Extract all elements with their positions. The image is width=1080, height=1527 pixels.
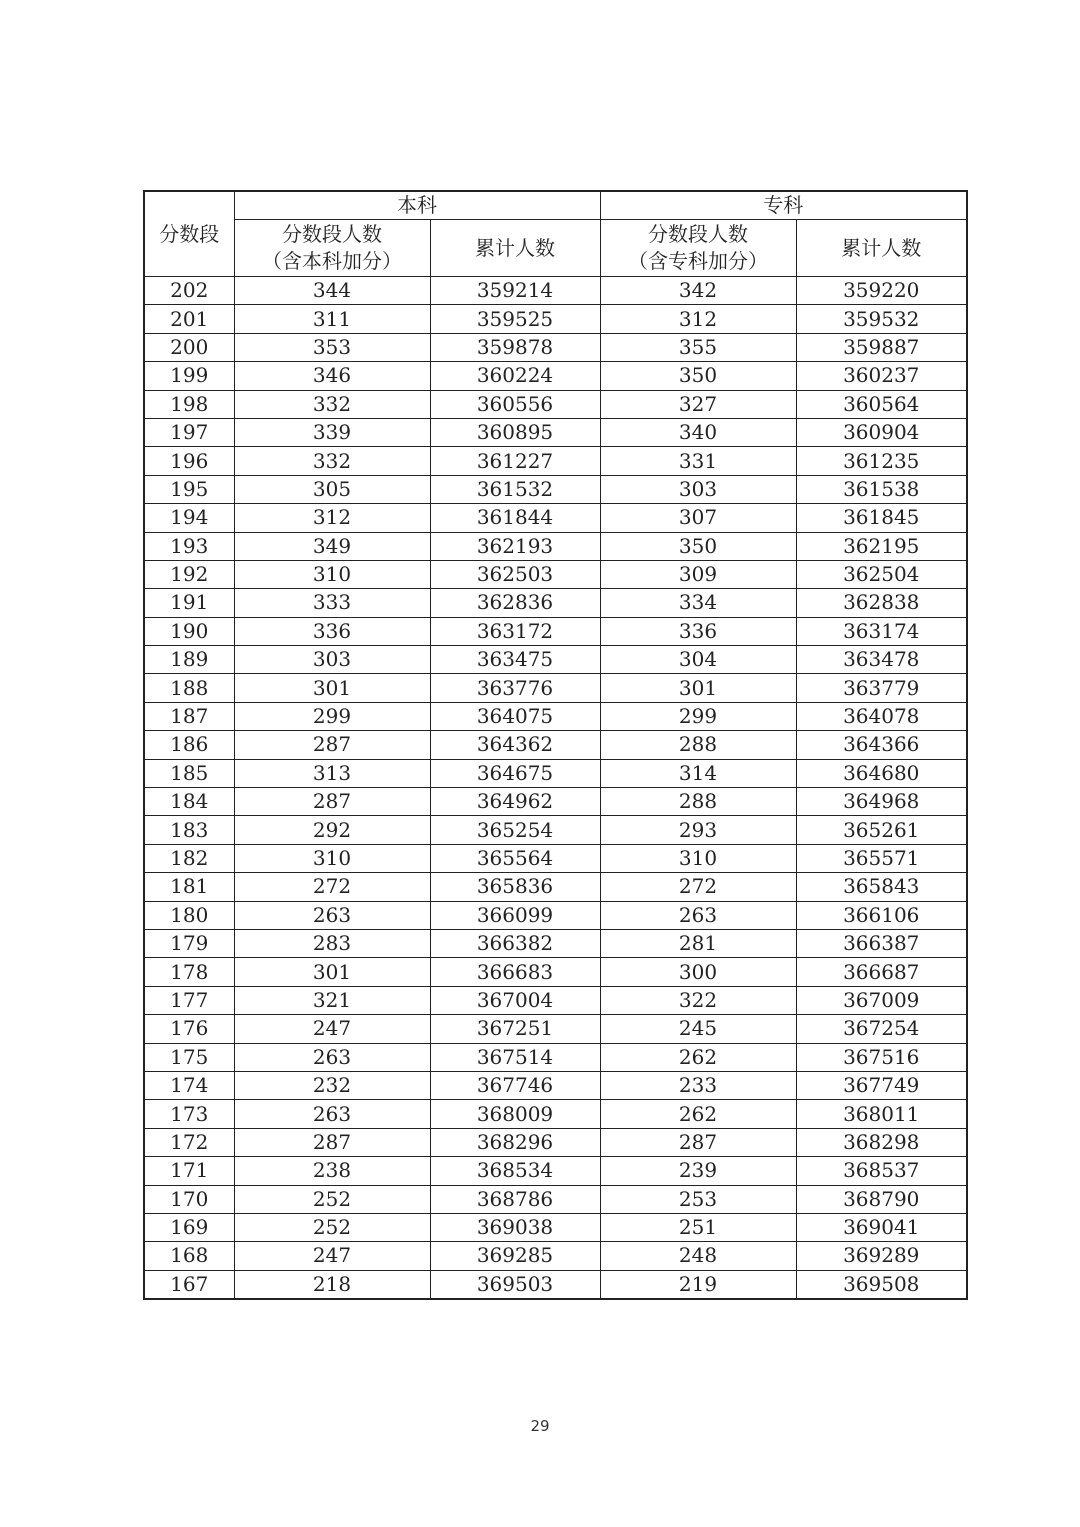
junior-count-cell: 288 xyxy=(600,788,796,816)
score-cell: 172 xyxy=(144,1128,234,1156)
undergrad-count-cell: 312 xyxy=(234,504,430,532)
undergrad-header: 本科 xyxy=(234,191,600,220)
undergrad-count-cell: 263 xyxy=(234,901,430,929)
undergrad-count-cell: 339 xyxy=(234,418,430,446)
junior-cumulative-cell: 366387 xyxy=(796,929,967,957)
table-row xyxy=(144,589,967,617)
junior-cumulative-cell: 367516 xyxy=(796,1043,967,1071)
undergrad-cumulative-cell: 365254 xyxy=(430,816,600,844)
undergrad-count-cell: 303 xyxy=(234,646,430,674)
junior-count-cell: 310 xyxy=(600,844,796,872)
score-cell: 191 xyxy=(144,589,234,617)
table-row xyxy=(144,390,967,418)
score-cell: 171 xyxy=(144,1157,234,1185)
table-row xyxy=(144,816,967,844)
score-cell: 188 xyxy=(144,674,234,702)
score-band-header: 分数段 xyxy=(144,191,234,277)
table-row xyxy=(144,986,967,1014)
junior-cumulative-cell: 368790 xyxy=(796,1185,967,1213)
junior-cumulative-cell: 363478 xyxy=(796,646,967,674)
junior-cumulative-cell: 361235 xyxy=(796,447,967,475)
score-cell: 174 xyxy=(144,1071,234,1099)
undergrad-cumulative-cell: 362193 xyxy=(430,532,600,560)
undergrad-count-cell: 232 xyxy=(234,1071,430,1099)
score-cell: 192 xyxy=(144,560,234,588)
undergrad-count-cell: 310 xyxy=(234,560,430,588)
undergrad-cumulative-cell: 362836 xyxy=(430,589,600,617)
junior-count-cell: 239 xyxy=(600,1157,796,1185)
junior-count-cell: 251 xyxy=(600,1213,796,1241)
table-row xyxy=(144,1242,967,1270)
score-cell: 177 xyxy=(144,986,234,1014)
undergrad-cumulative-cell: 368009 xyxy=(430,1100,600,1128)
undergrad-cumulative-cell: 359214 xyxy=(430,277,600,305)
score-cell: 189 xyxy=(144,646,234,674)
undergrad-count-cell: 332 xyxy=(234,390,430,418)
undergrad-cumulative-cell: 363475 xyxy=(430,646,600,674)
table-row xyxy=(144,333,967,361)
junior-count-cell: 253 xyxy=(600,1185,796,1213)
table-row xyxy=(144,958,967,986)
junior-count-cell: 288 xyxy=(600,731,796,759)
junior-cumulative-cell: 360564 xyxy=(796,390,967,418)
undergrad-count-cell: 299 xyxy=(234,702,430,730)
junior-count-cell: 233 xyxy=(600,1071,796,1099)
undergrad-cumulative-cell: 360224 xyxy=(430,362,600,390)
junior-count-cell: 304 xyxy=(600,646,796,674)
score-cell: 169 xyxy=(144,1213,234,1241)
junior-count-cell: 293 xyxy=(600,816,796,844)
undergrad-count-cell: 252 xyxy=(234,1213,430,1241)
undergrad-count-cell: 272 xyxy=(234,873,430,901)
score-cell: 190 xyxy=(144,617,234,645)
undergrad-count-cell: 344 xyxy=(234,277,430,305)
junior-count-cell: 355 xyxy=(600,333,796,361)
junior-cumulative-cell: 362504 xyxy=(796,560,967,588)
undergrad-count-cell: 263 xyxy=(234,1100,430,1128)
table-row xyxy=(144,617,967,645)
undergrad-count-cell: 310 xyxy=(234,844,430,872)
undergrad-count-cell: 332 xyxy=(234,447,430,475)
undergrad-cumulative-cell: 363172 xyxy=(430,617,600,645)
junior-count-header-line2: （含专科加分） xyxy=(628,249,768,273)
undergrad-cumulative-cell: 361227 xyxy=(430,447,600,475)
undergrad-cumulative-cell: 361844 xyxy=(430,504,600,532)
score-cell: 183 xyxy=(144,816,234,844)
undergrad-cumulative-cell: 367514 xyxy=(430,1043,600,1071)
table-row xyxy=(144,362,967,390)
table-row xyxy=(144,1213,967,1241)
undergrad-cumulative-cell: 363776 xyxy=(430,674,600,702)
undergrad-count-cell: 287 xyxy=(234,1128,430,1156)
score-cell: 182 xyxy=(144,844,234,872)
undergrad-cumulative-cell: 364362 xyxy=(430,731,600,759)
undergrad-cumulative-cell: 359878 xyxy=(430,333,600,361)
undergrad-cumulative-cell: 367746 xyxy=(430,1071,600,1099)
score-cell: 198 xyxy=(144,390,234,418)
score-cell: 168 xyxy=(144,1242,234,1270)
table-row xyxy=(144,844,967,872)
table-row xyxy=(144,731,967,759)
undergrad-count-cell: 346 xyxy=(234,362,430,390)
undergrad-count-cell: 336 xyxy=(234,617,430,645)
undergrad-cumulative-cell: 366382 xyxy=(430,929,600,957)
undergrad-count-cell: 305 xyxy=(234,475,430,503)
junior-cumulative-cell: 364078 xyxy=(796,702,967,730)
undergrad-cumulative-cell: 364962 xyxy=(430,788,600,816)
junior-count-cell: 312 xyxy=(600,305,796,333)
junior-cumulative-cell: 367749 xyxy=(796,1071,967,1099)
junior-cumulative-cell: 367009 xyxy=(796,986,967,1014)
junior-count-cell: 334 xyxy=(600,589,796,617)
junior-count-cell: 248 xyxy=(600,1242,796,1270)
undergrad-cumulative-cell: 367251 xyxy=(430,1015,600,1043)
table-row xyxy=(144,1071,967,1099)
table-body xyxy=(144,277,967,1300)
junior-cumulative-cell: 369289 xyxy=(796,1242,967,1270)
undergrad-cumulative-cell: 369503 xyxy=(430,1270,600,1299)
undergrad-cumulative-cell: 360895 xyxy=(430,418,600,446)
junior-cumulative-cell: 369041 xyxy=(796,1213,967,1241)
undergrad-count-cell: 333 xyxy=(234,589,430,617)
undergrad-count-cell: 301 xyxy=(234,958,430,986)
junior-cumulative-cell: 363174 xyxy=(796,617,967,645)
junior-cumulative-cell: 362195 xyxy=(796,532,967,560)
score-cell: 187 xyxy=(144,702,234,730)
junior-count-header-line1: 分数段人数 xyxy=(648,222,748,246)
undergrad-cumulative-header: 累计人数 xyxy=(430,220,600,277)
junior-cumulative-cell: 361538 xyxy=(796,475,967,503)
junior-count-cell: 342 xyxy=(600,277,796,305)
undergrad-cumulative-cell: 365564 xyxy=(430,844,600,872)
junior-count-cell: 322 xyxy=(600,986,796,1014)
junior-count-cell: 350 xyxy=(600,362,796,390)
undergrad-count-cell: 292 xyxy=(234,816,430,844)
undergrad-count-cell: 218 xyxy=(234,1270,430,1299)
undergrad-cumulative-cell: 368296 xyxy=(430,1128,600,1156)
page-number: 29 xyxy=(530,1417,550,1435)
junior-count-cell: 299 xyxy=(600,702,796,730)
table-row xyxy=(144,1157,967,1185)
undergrad-cumulative-cell: 360556 xyxy=(430,390,600,418)
score-cell: 170 xyxy=(144,1185,234,1213)
junior-cumulative-cell: 362838 xyxy=(796,589,967,617)
junior-cumulative-cell: 369508 xyxy=(796,1270,967,1299)
junior-count-cell: 309 xyxy=(600,560,796,588)
undergrad-cumulative-cell: 366683 xyxy=(430,958,600,986)
table-row xyxy=(144,901,967,929)
undergrad-cumulative-cell: 366099 xyxy=(430,901,600,929)
junior-cumulative-cell: 368011 xyxy=(796,1100,967,1128)
score-cell: 195 xyxy=(144,475,234,503)
table-row xyxy=(144,1100,967,1128)
junior-count-cell: 281 xyxy=(600,929,796,957)
junior-count-cell: 272 xyxy=(600,873,796,901)
junior-cumulative-cell: 363779 xyxy=(796,674,967,702)
undergrad-count-header xyxy=(234,220,430,277)
score-cell: 173 xyxy=(144,1100,234,1128)
junior-cumulative-cell: 364680 xyxy=(796,759,967,787)
junior-cumulative-cell: 364366 xyxy=(796,731,967,759)
junior-cumulative-cell: 359887 xyxy=(796,333,967,361)
undergrad-cumulative-cell: 359525 xyxy=(430,305,600,333)
table-row xyxy=(144,873,967,901)
junior-cumulative-cell: 367254 xyxy=(796,1015,967,1043)
score-cell: 185 xyxy=(144,759,234,787)
junior-cumulative-cell: 360237 xyxy=(796,362,967,390)
junior-cumulative-cell: 365571 xyxy=(796,844,967,872)
junior-cumulative-header: 累计人数 xyxy=(796,220,967,277)
junior-count-cell: 327 xyxy=(600,390,796,418)
junior-count-cell: 287 xyxy=(600,1128,796,1156)
undergrad-count-cell: 313 xyxy=(234,759,430,787)
score-cell: 178 xyxy=(144,958,234,986)
junior-count-cell: 307 xyxy=(600,504,796,532)
junior-count-cell: 262 xyxy=(600,1043,796,1071)
junior-cumulative-cell: 368298 xyxy=(796,1128,967,1156)
table-row xyxy=(144,929,967,957)
table-row xyxy=(144,532,967,560)
undergrad-cumulative-cell: 362503 xyxy=(430,560,600,588)
junior-count-cell: 300 xyxy=(600,958,796,986)
undergrad-count-cell: 321 xyxy=(234,986,430,1014)
score-cell: 167 xyxy=(144,1270,234,1299)
junior-cumulative-cell: 368537 xyxy=(796,1157,967,1185)
undergrad-count-cell: 311 xyxy=(234,305,430,333)
junior-count-cell: 262 xyxy=(600,1100,796,1128)
table-row xyxy=(144,1015,967,1043)
table-row xyxy=(144,1128,967,1156)
undergrad-cumulative-cell: 369038 xyxy=(430,1213,600,1241)
junior-count-cell: 263 xyxy=(600,901,796,929)
junior-count-cell: 245 xyxy=(600,1015,796,1043)
table-row xyxy=(144,674,967,702)
table-row xyxy=(144,475,967,503)
undergrad-count-cell: 287 xyxy=(234,731,430,759)
table-row xyxy=(144,646,967,674)
score-cell: 196 xyxy=(144,447,234,475)
table-row xyxy=(144,277,967,305)
undergrad-cumulative-cell: 365836 xyxy=(430,873,600,901)
header-row-1 xyxy=(144,191,967,220)
table-row xyxy=(144,560,967,588)
undergrad-cumulative-cell: 369285 xyxy=(430,1242,600,1270)
junior-cumulative-cell: 359220 xyxy=(796,277,967,305)
score-cell: 201 xyxy=(144,305,234,333)
junior-cumulative-cell: 365261 xyxy=(796,816,967,844)
junior-cumulative-cell: 366687 xyxy=(796,958,967,986)
undergrad-cumulative-cell: 364675 xyxy=(430,759,600,787)
score-cell: 175 xyxy=(144,1043,234,1071)
junior-count-cell: 301 xyxy=(600,674,796,702)
score-cell: 179 xyxy=(144,929,234,957)
undergrad-count-cell: 247 xyxy=(234,1242,430,1270)
undergrad-count-cell: 353 xyxy=(234,333,430,361)
junior-count-cell: 331 xyxy=(600,447,796,475)
score-distribution-table xyxy=(143,190,968,1300)
junior-count-cell: 314 xyxy=(600,759,796,787)
undergrad-count-cell: 247 xyxy=(234,1015,430,1043)
junior-cumulative-cell: 361845 xyxy=(796,504,967,532)
undergrad-cumulative-cell: 368786 xyxy=(430,1185,600,1213)
score-cell: 199 xyxy=(144,362,234,390)
table-row xyxy=(144,504,967,532)
undergrad-count-cell: 287 xyxy=(234,788,430,816)
junior-count-cell: 336 xyxy=(600,617,796,645)
score-cell: 197 xyxy=(144,418,234,446)
undergrad-count-cell: 349 xyxy=(234,532,430,560)
junior-cumulative-cell: 366106 xyxy=(796,901,967,929)
undergrad-count-cell: 283 xyxy=(234,929,430,957)
undergrad-count-cell: 238 xyxy=(234,1157,430,1185)
undergrad-cumulative-cell: 368534 xyxy=(430,1157,600,1185)
header-row-2 xyxy=(144,220,967,277)
score-cell: 181 xyxy=(144,873,234,901)
table-row xyxy=(144,1043,967,1071)
table-row xyxy=(144,759,967,787)
junior-count-cell: 303 xyxy=(600,475,796,503)
table-header xyxy=(144,191,967,277)
undergrad-count-cell: 263 xyxy=(234,1043,430,1071)
junior-cumulative-cell: 365843 xyxy=(796,873,967,901)
score-cell: 176 xyxy=(144,1015,234,1043)
undergrad-count-header-line2: （含本科加分） xyxy=(262,249,402,273)
junior-count-cell: 350 xyxy=(600,532,796,560)
score-cell: 200 xyxy=(144,333,234,361)
score-cell: 194 xyxy=(144,504,234,532)
junior-count-cell: 219 xyxy=(600,1270,796,1299)
junior-cumulative-cell: 359532 xyxy=(796,305,967,333)
undergrad-cumulative-cell: 364075 xyxy=(430,702,600,730)
table-row xyxy=(144,702,967,730)
undergrad-count-cell: 252 xyxy=(234,1185,430,1213)
junior-header: 专科 xyxy=(600,191,967,220)
undergrad-count-header-line1: 分数段人数 xyxy=(282,222,382,246)
score-cell: 186 xyxy=(144,731,234,759)
score-cell: 193 xyxy=(144,532,234,560)
score-cell: 202 xyxy=(144,277,234,305)
score-cell: 184 xyxy=(144,788,234,816)
score-cell: 180 xyxy=(144,901,234,929)
junior-count-header xyxy=(600,220,796,277)
undergrad-cumulative-cell: 367004 xyxy=(430,986,600,1014)
table-row xyxy=(144,305,967,333)
undergrad-count-cell: 301 xyxy=(234,674,430,702)
undergrad-cumulative-cell: 361532 xyxy=(430,475,600,503)
junior-cumulative-cell: 364968 xyxy=(796,788,967,816)
table-row xyxy=(144,1185,967,1213)
table-row xyxy=(144,1270,967,1299)
table-row xyxy=(144,788,967,816)
junior-count-cell: 340 xyxy=(600,418,796,446)
junior-cumulative-cell: 360904 xyxy=(796,418,967,446)
table-row xyxy=(144,447,967,475)
table-row xyxy=(144,418,967,446)
